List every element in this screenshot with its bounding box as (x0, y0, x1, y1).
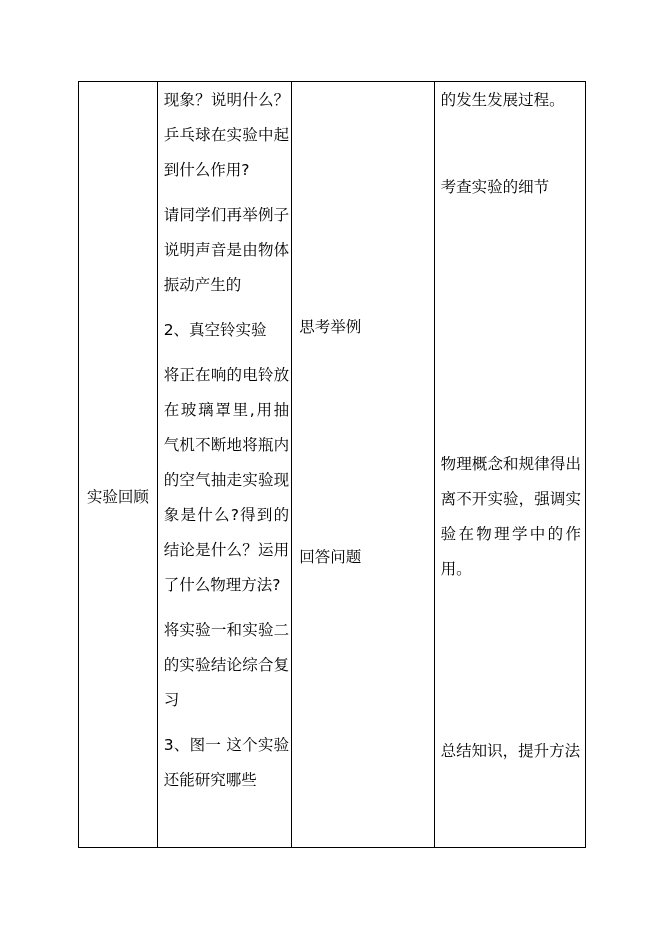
intent-paragraph-3: 物理概念和规律得出离不开实验，强调实验在物理学中的作用。 (440, 455, 581, 578)
intent-paragraph-2: 考查实验的细节 (440, 178, 550, 196)
content-paragraph-3: 2、真空铃实验 (163, 321, 267, 339)
design-intent-cell (434, 82, 585, 847)
content-paragraph-2: 请同学们再举例子说明声音是由物体振动产生的 (163, 206, 290, 294)
activity-item-think: 思考举例 (299, 318, 362, 336)
content-paragraph-1: 现象？说明什么？乒乓球在实验中起到什么作用? (163, 91, 290, 179)
content-paragraph-4: 将正在响的电铃放在玻璃罩里,用抽气机不断地将瓶内的空气抽走实验现象是什么?得到的结论是什么？运用了什么物理方法? (163, 366, 290, 594)
content-paragraph-6: 3、图一 这个实验还能研究哪些 (163, 736, 290, 789)
content-paragraph-5: 将实验一和实验二的实验结论综合复习 (163, 621, 290, 709)
student-activity-cell (291, 82, 433, 847)
stage-cell (79, 82, 157, 847)
lesson-plan-table (78, 81, 586, 848)
intent-paragraph-4: 总结知识，提升方法 (440, 742, 581, 760)
activity-item-answer: 回答问题 (299, 548, 362, 566)
teaching-content-cell (157, 82, 292, 847)
intent-paragraph-1: 的发生发展过程。 (440, 91, 565, 109)
stage-label: 实验回顾 (86, 488, 149, 506)
